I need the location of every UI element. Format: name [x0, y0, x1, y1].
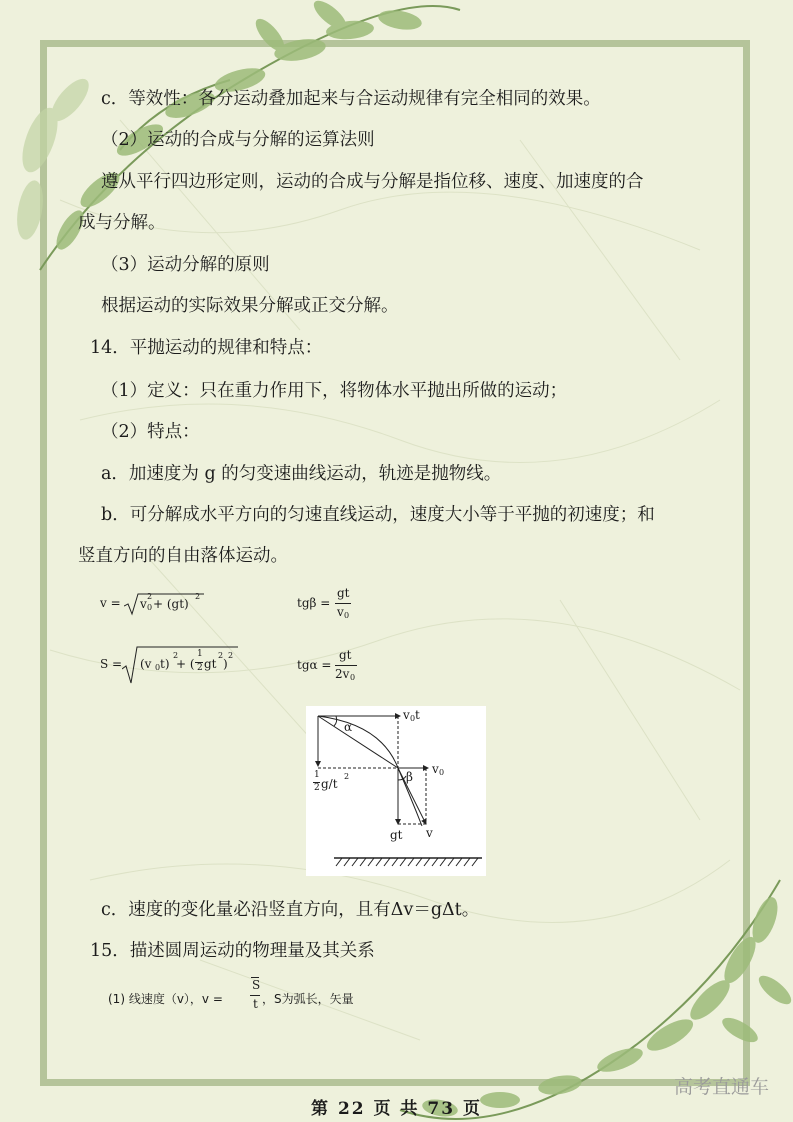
formula-displacement [100, 645, 250, 685]
para-definition: （1）定义：只在重力作用下，将物体水平抛出所做的运动； [101, 381, 568, 401]
formula-displacement-gt: gt [204, 657, 217, 671]
label-v: v [426, 826, 433, 840]
label-v0: v [432, 762, 439, 776]
formula-linear-velocity [108, 980, 428, 1016]
formula-velocity-sup: 2 [147, 592, 153, 601]
formula-velocity-lhs: v = [100, 596, 121, 610]
formula-tan-alpha [297, 648, 377, 684]
formula-tan-alpha-lhs: tgα = [297, 658, 332, 672]
arc-time-den: t [253, 997, 258, 1011]
formula-tan-alpha-den-sub: 0 [350, 673, 356, 682]
label-v0t: v [403, 708, 410, 722]
formula-displacement-p1: (v [140, 657, 152, 671]
label-alpha: α [344, 720, 353, 734]
fraction-bar-alpha [335, 665, 357, 666]
para-parallelogram-1: 遵从平行四边形定则，运动的合成与分解是指位移、速度、加速度的合 [101, 172, 644, 192]
linear-velocity-prefix: (1) 线速度（v），v = [108, 992, 223, 1006]
formula-displacement-plus: + ( [176, 657, 195, 671]
formula-tan-beta [297, 588, 377, 624]
projectile-diagram [306, 706, 486, 876]
formula-tan-alpha-num: gt [339, 648, 352, 662]
label-gt: gt [390, 828, 403, 842]
formula-displacement-sup2: 2 [228, 651, 234, 660]
label-v0t-t: t [415, 708, 420, 722]
formula-displacement-p1-sub: 0 [155, 663, 161, 672]
para-feature-a: a．加速度为 g 的匀变速曲线运动，轨迹是抛物线。 [101, 464, 502, 484]
arc-length-num: S [252, 978, 261, 992]
label-half-sup: 2 [344, 772, 350, 781]
linear-velocity-suffix: ，S为弧长，矢量 [262, 992, 354, 1006]
arc-overbar [251, 977, 259, 978]
label-v0t-sub: 0 [410, 714, 416, 723]
formula-displacement-close: ) [223, 657, 228, 671]
formula-displacement-half-den: 2 [197, 663, 203, 673]
para-heading-15: 15．描述圆周运动的物理量及其关系 [90, 941, 375, 961]
para-feature-b-1: b．可分解成水平方向的匀速直线运动，速度大小等于平抛的初速度；和 [101, 505, 655, 525]
para-principle-heading: （3）运动分解的原则 [101, 255, 270, 275]
arc-fraction-bar [250, 995, 260, 996]
label-half-gt: g/t [321, 777, 338, 791]
formula-velocity-plus: + (gt) [153, 597, 189, 611]
page-footer: 第 22 页 共 73 页 [311, 1099, 482, 1119]
para-rule-heading: （2）运动的合成与分解的运算法则 [101, 130, 375, 150]
label-half-num: 1 [314, 770, 320, 780]
formula-tan-alpha-den: 2v [335, 667, 350, 681]
label-beta: β [406, 770, 413, 784]
formula-tan-beta-den: v [337, 605, 344, 619]
formula-velocity-v: v [140, 597, 147, 611]
para-features: （2）特点： [101, 422, 200, 442]
formula-velocity-sup2: 2 [195, 592, 201, 601]
formula-displacement-half-num: 1 [197, 649, 203, 659]
formula-displacement-sup: 2 [173, 651, 179, 660]
formula-displacement-lhs: S = [100, 657, 123, 671]
formula-tan-beta-den-sub: 0 [344, 611, 350, 620]
formula-velocity [100, 592, 220, 616]
para-equivalence: c．等效性：各分运动叠加起来与合运动规律有完全相同的效果。 [101, 89, 601, 109]
watermark: 高考直通车 [673, 1076, 769, 1098]
para-feature-c: c．速度的变化量必沿竖直方向，且有Δv＝gΔt。 [101, 900, 480, 920]
formula-displacement-gt-sup: 2 [218, 651, 224, 660]
para-heading-14: 14．平抛运动的规律和特点： [90, 338, 323, 358]
fraction-bar [335, 603, 351, 604]
label-v0-sub: 0 [439, 768, 445, 777]
para-parallelogram-2: 成与分解。 [78, 213, 166, 233]
projectile-diagram-svg [306, 706, 486, 876]
para-feature-b-2: 竖直方向的自由落体运动。 [78, 546, 288, 566]
label-half-den: 2 [314, 783, 320, 793]
formula-displacement-p1b: t) [160, 657, 170, 671]
formula-tan-beta-lhs: tgβ = [297, 596, 331, 610]
formula-velocity-sub: 0 [147, 603, 153, 612]
para-principle: 根据运动的实际效果分解或正交分解。 [101, 296, 399, 316]
formula-tan-beta-num: gt [337, 586, 350, 600]
